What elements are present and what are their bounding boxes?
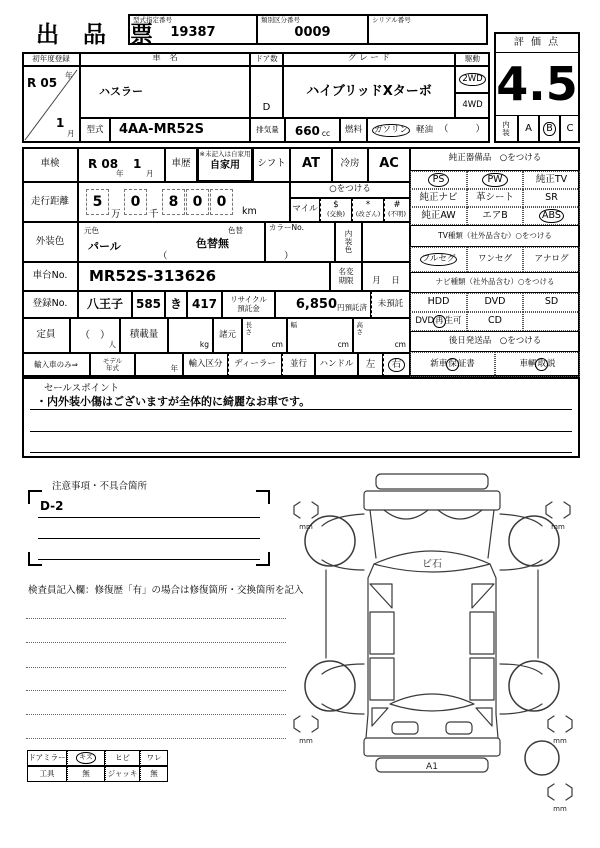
- navi-empty-cell: [523, 312, 580, 331]
- model-designation-label: 型式指定番号: [133, 16, 172, 24]
- mileage-circle-note: ○をつける: [290, 182, 410, 198]
- car-name-cell: [80, 66, 250, 118]
- drive-2wd-cell: [455, 66, 490, 93]
- import-dealer-cell: ディーラー: [228, 353, 282, 377]
- mirror-label-cell: ドアミラー: [27, 750, 67, 766]
- capacity-label-cell: 定員: [22, 318, 70, 353]
- mileage-unit: km: [242, 206, 257, 217]
- reg-class-cell: 585: [132, 291, 165, 318]
- color-no-label: カラーNo.: [269, 223, 304, 232]
- mileage-hash-cell: [384, 198, 410, 222]
- history-value-cell: [197, 147, 253, 182]
- shaken-year-unit: 年: [116, 169, 124, 178]
- tread-mm-rl: mm: [299, 737, 313, 745]
- model-year-label-cell: [90, 353, 135, 377]
- fuel-diesel-text: 軽油: [416, 124, 434, 135]
- equip-ps-cell: [410, 171, 467, 189]
- rear-body: [364, 738, 500, 756]
- spec-label-cell: 諸元: [213, 318, 242, 353]
- front-bumper: [376, 474, 488, 489]
- mirror-crack-cell: ヒビ: [105, 750, 140, 766]
- equip-abs-circled: ABS: [539, 209, 564, 224]
- interior-grade-b: [539, 115, 560, 143]
- inspector-line-3: [26, 667, 286, 668]
- chassis-label-cell: 車台No.: [22, 262, 78, 291]
- model-designation-cell: [128, 14, 258, 45]
- digit-1: 0: [216, 194, 227, 210]
- interior-grade-a: [518, 115, 539, 143]
- navi-cd-cell: CD: [467, 312, 523, 331]
- capacity-value-cell: [70, 318, 120, 353]
- shift-label-cell: シフト: [253, 147, 290, 182]
- grade-b-circled: B: [543, 122, 556, 137]
- digit-man: 5: [92, 194, 103, 210]
- serial-label: シリアル番号: [372, 16, 411, 24]
- handle-left-cell: 左: [358, 353, 383, 377]
- interior-grade-label: 内装: [502, 119, 510, 137]
- tool-label-cell: 工具: [27, 766, 67, 782]
- hash-sub: (不明): [387, 210, 407, 219]
- load-label-cell: 積載量: [120, 318, 168, 353]
- recycle-amount: 6,850: [295, 297, 337, 313]
- dollar-mark: $: [333, 200, 339, 211]
- model-value: 4AA-MR52S: [119, 122, 204, 138]
- manual-circled: 取: [535, 358, 548, 371]
- tv-oneseg-cell: ワンセグ: [467, 247, 523, 272]
- headlight-left: [384, 510, 428, 519]
- ship-warranty-cell: [410, 352, 495, 377]
- mileage-man-unit: 万: [111, 209, 121, 220]
- model-year-label2: 年式: [106, 364, 119, 372]
- equip-aw-cell: 純正AW: [410, 207, 467, 225]
- equip-ps-circled: PS: [428, 173, 450, 188]
- star-sub: (改ざん): [355, 210, 381, 219]
- grade-value: ハイブリッドXターボ: [306, 83, 432, 99]
- doors-value: D: [262, 101, 271, 113]
- equip-sr-cell: SR: [523, 189, 580, 207]
- base-color-value: パール: [88, 240, 121, 253]
- recycle-amount-cell: [275, 291, 371, 318]
- tread-mm-rr: mm: [553, 737, 567, 745]
- mirror-broken-cell: ワレ: [140, 750, 168, 766]
- navi-sd-cell: SD: [523, 293, 580, 312]
- equip-navi-cell: 純正ナビ: [410, 189, 467, 207]
- first-reg-year-unit: 年: [65, 71, 73, 80]
- tv-fullseg-circled: フルセグ: [420, 253, 458, 266]
- chassis-value-cell: [78, 262, 330, 291]
- name-change-label-cell: [330, 262, 362, 291]
- car-diagram: [290, 468, 590, 818]
- wheel-rear-left: [305, 661, 355, 711]
- drive-4wd-text: 4WD: [462, 99, 483, 110]
- tread-bracket-fr: [546, 502, 570, 518]
- rear-fender-right-lower: [500, 704, 542, 714]
- sales-line-1: [30, 409, 572, 410]
- door-window-front-left: [370, 612, 394, 654]
- fuel-options-cell: [367, 118, 490, 143]
- mirror-scratch-circled: キズ: [76, 752, 96, 763]
- import-label-cell: 輸入車のみ⇒: [22, 353, 90, 377]
- tail-light-left: [392, 722, 418, 734]
- grade-c-text: C: [566, 123, 574, 135]
- tread-bracket-rr: [548, 716, 572, 732]
- warranty-circled: 保: [446, 358, 459, 371]
- warranty-pre: 新車: [430, 358, 448, 369]
- manual-post: 説: [547, 358, 556, 369]
- star-mark: *: [365, 200, 371, 211]
- mileage-sen-unit: 千: [149, 209, 159, 220]
- displacement-value-cell: [285, 118, 340, 143]
- navi-hdd-cell: HDD: [410, 293, 467, 312]
- equip-pw-cell: [467, 171, 523, 189]
- shaken-label-cell: 車検: [22, 147, 78, 182]
- notes-line-2: [38, 538, 260, 539]
- mileage-mile-cell: マイル: [290, 198, 320, 222]
- tread-bracket-spare: [548, 784, 572, 800]
- shift-value-cell: AT: [290, 147, 332, 182]
- exterior-label-cell: 外装色: [22, 222, 78, 262]
- cooling-label-cell: 冷房: [332, 147, 368, 182]
- fuel-paren-close: ）: [475, 124, 485, 136]
- displacement-unit: cc: [321, 129, 331, 139]
- quarter-left: [372, 708, 388, 726]
- height-unit: cm: [394, 340, 406, 350]
- import-parallel-cell: 並行: [282, 353, 315, 377]
- interior-color-value-cell: [362, 222, 410, 262]
- reg-number-cell: 417: [187, 291, 222, 318]
- inspector-line-2: [26, 642, 286, 643]
- tread-mm-fr: mm: [551, 523, 565, 531]
- history-value: 自家用: [210, 160, 240, 172]
- inspector-line-4: [26, 690, 286, 691]
- mileage-digit-100: [162, 189, 185, 215]
- tread-bracket-rl: [294, 716, 318, 732]
- sales-line-3: [30, 452, 572, 453]
- handle-right-cell: [383, 353, 410, 377]
- mileage-label-cell: 走行距離: [22, 182, 78, 222]
- length-unit: cm: [271, 340, 283, 350]
- sales-label: セールスポイント: [44, 383, 120, 394]
- notes-line1-text: D-2: [40, 499, 64, 513]
- spare-tire: [525, 741, 559, 775]
- model-year-unit: 年: [170, 364, 178, 374]
- shaken-month-unit: 月: [146, 169, 154, 178]
- rear-fender-left-lower: [322, 704, 364, 714]
- mirror-right: [472, 584, 494, 608]
- wheel-rear-right: [509, 661, 559, 711]
- capacity-unit: 人: [108, 340, 116, 350]
- shaken-month: 1: [133, 157, 142, 171]
- sales-text: ・内外装小傷はございますが全体的に綺麗なお車です。: [36, 395, 311, 408]
- dvdplay-pre: DVD: [415, 315, 435, 326]
- mirror-scratch-cell: [67, 750, 105, 766]
- car-name-header: 車 名: [80, 52, 250, 66]
- length-label: 長さ: [245, 321, 252, 337]
- dvdplay-post: 生可: [444, 315, 462, 326]
- handle-right-circled: 右: [388, 358, 406, 373]
- grade-header: グ レ ー ド: [283, 52, 455, 66]
- ship-title: 後日発送品 ○をつける: [410, 331, 580, 352]
- model-year-label1: モデル: [102, 356, 123, 365]
- equipment-title: 純正器備品 ○をつける: [410, 147, 580, 171]
- page-title: 出 品 票: [36, 22, 162, 48]
- tail-light-right: [446, 722, 472, 734]
- windshield-note: ビ石: [422, 559, 442, 570]
- color-change-value: 色替無: [196, 237, 229, 250]
- equip-abs-cell: [523, 207, 580, 225]
- fuel-paren-open: （: [439, 124, 449, 136]
- score-value: 4.5: [496, 56, 578, 111]
- grade-a-text: A: [525, 123, 532, 135]
- recycle-none-cell: 未預託: [371, 291, 410, 318]
- a-pillar-left: [370, 510, 376, 558]
- color-change-paren: （ ）: [158, 251, 316, 262]
- tread-mm-spare: mm: [553, 805, 567, 813]
- digit-100: 8: [168, 194, 179, 210]
- spec-length-cell: [242, 318, 287, 353]
- serial-cell: [367, 14, 488, 45]
- rear-bumper-note: A1: [426, 762, 438, 772]
- model-value-cell: [110, 118, 250, 143]
- interior-color-label: 内装色: [344, 228, 353, 255]
- name-change-label2: 期限: [338, 275, 354, 285]
- front-body: [364, 491, 500, 510]
- jack-value-cell: 無: [140, 766, 168, 782]
- import-category-cell: 輸入区分: [183, 353, 228, 377]
- history-note: ※未記入は自家用: [199, 150, 251, 158]
- tread-mm-fl: mm: [299, 523, 313, 531]
- load-value-cell: [168, 318, 213, 353]
- model-designation-value: 19387: [170, 24, 216, 40]
- name-change-date-cell: [362, 262, 410, 291]
- mirror-left: [370, 584, 392, 608]
- color-change-label: 色替: [228, 226, 243, 235]
- digit-sen: 0: [130, 194, 141, 210]
- equip-tv-cell: 純正TV: [523, 171, 580, 189]
- height-label: 高さ: [356, 321, 363, 337]
- drive-2wd-circled: 2WD: [459, 73, 485, 86]
- first-reg-header: 初年度登録: [22, 52, 80, 66]
- equip-leather-cell: 革シート: [467, 189, 523, 207]
- base-color-label: 元色: [84, 226, 99, 235]
- first-reg-year: R 05: [27, 76, 58, 90]
- drive-header: 駆動: [455, 52, 490, 66]
- door-window-front-right: [470, 612, 494, 654]
- car-name-value: ハスラー: [99, 84, 143, 98]
- displacement-value: 660: [294, 124, 320, 139]
- displacement-label-cell: 排気量: [250, 118, 285, 143]
- capacity-paren: （ ）: [80, 329, 110, 341]
- reg-no-label-cell: 登録No.: [22, 291, 78, 318]
- navi-dvd-cell: DVD: [467, 293, 523, 312]
- quarter-right: [476, 708, 492, 726]
- model-year-value-cell: [135, 353, 183, 377]
- handle-label-cell: ハンドル: [315, 353, 358, 377]
- model-label-cell: 型式: [80, 118, 110, 143]
- width-label: 幅: [290, 321, 297, 329]
- notes-label: 注意事項・不具合箇所: [52, 481, 148, 492]
- reg-kana-cell: き: [165, 291, 187, 318]
- cooling-value-cell: AC: [368, 147, 410, 182]
- recycle-label2: 預託金: [237, 303, 260, 313]
- mileage-digit-sen: [124, 189, 147, 215]
- equip-airbag-cell: エアB: [467, 207, 523, 225]
- inspector-label: 検査員記入欄：修復歴「有」の場合は修復箇所・交換箇所を記入: [28, 585, 304, 596]
- tool-value-cell: 無: [67, 766, 105, 782]
- interior-color-label-cell: [335, 222, 362, 262]
- tv-type-title: TV種類（社外品含む）○をつける: [410, 225, 580, 247]
- recycle-label-cell: [222, 291, 275, 318]
- notes-corner-tr: [256, 490, 270, 504]
- mileage-digit-man: [86, 189, 109, 215]
- doors-header: ドア数: [250, 52, 283, 66]
- spec-width-cell: [287, 318, 353, 353]
- drive-4wd-cell: [455, 93, 490, 118]
- navi-type-title: ナビ種類（社外品含む）○をつける: [410, 272, 580, 293]
- mileage-digit-1: [210, 189, 233, 215]
- inspector-line-5: [26, 714, 286, 715]
- headlight-right: [438, 510, 482, 519]
- load-unit: kg: [199, 340, 209, 350]
- score-label: 評 価 点: [494, 32, 580, 53]
- interior-grade-label-cell: [494, 115, 518, 143]
- grade-cell: [283, 66, 455, 118]
- width-unit: cm: [337, 340, 349, 350]
- navi-dvdplay-cell: [410, 312, 467, 331]
- dollar-sub: (交換): [326, 210, 346, 219]
- shaken-year: R 08: [88, 157, 119, 171]
- color-no-cell: [265, 222, 335, 262]
- equip-pw-circled: PW: [482, 173, 507, 188]
- classification-label: 類別区分番号: [261, 16, 300, 24]
- chassis-value: MR52S-313626: [89, 266, 217, 285]
- mileage-digit-10: [186, 189, 209, 215]
- reg-area-cell: 八王子: [78, 291, 132, 318]
- history-label-cell: 車歴: [165, 147, 197, 182]
- manual-pre: 車輌: [519, 358, 537, 369]
- notes-line-1: [38, 517, 260, 518]
- rear-window: [390, 694, 474, 711]
- tv-fullseg-cell: [410, 247, 467, 272]
- name-change-month-unit: 月: [372, 276, 381, 287]
- classification-cell: [256, 14, 369, 45]
- interior-grade-c: [560, 115, 580, 143]
- first-reg-month: 1: [56, 116, 65, 130]
- spec-height-cell: [353, 318, 410, 353]
- fuel-label-cell: 燃料: [340, 118, 367, 143]
- inspector-line-6: [26, 738, 286, 739]
- mileage-star-cell: [352, 198, 384, 222]
- door-window-rear-right: [470, 658, 494, 700]
- ship-manual-cell: [495, 352, 580, 377]
- tv-analog-cell: アナログ: [523, 247, 580, 272]
- warranty-post: 証書: [457, 358, 475, 369]
- classification-value: 0009: [294, 24, 331, 40]
- door-window-rear-left: [370, 658, 394, 700]
- name-change-label1: 名変: [338, 266, 354, 276]
- mileage-dollar-cell: [320, 198, 352, 222]
- name-change-day-unit: 日: [391, 276, 400, 287]
- dvdplay-circled: 再: [433, 315, 446, 328]
- notes-line-3: [38, 559, 260, 560]
- sales-line-2: [30, 431, 572, 432]
- doors-cell: [250, 66, 283, 118]
- digit-10: 0: [192, 194, 203, 210]
- jack-label-cell: ジャッキ: [105, 766, 140, 782]
- recycle-label1: リサイクル: [230, 294, 267, 304]
- hash-mark: #: [393, 200, 401, 211]
- a-pillar-right: [488, 510, 494, 558]
- tread-bracket-fl: [294, 502, 318, 518]
- fuel-gasoline-circled: ガソリン: [372, 124, 410, 137]
- inspector-line-1: [26, 618, 286, 619]
- first-reg-month-unit: 月: [67, 129, 75, 138]
- recycle-deposited: 円預託済: [337, 303, 367, 313]
